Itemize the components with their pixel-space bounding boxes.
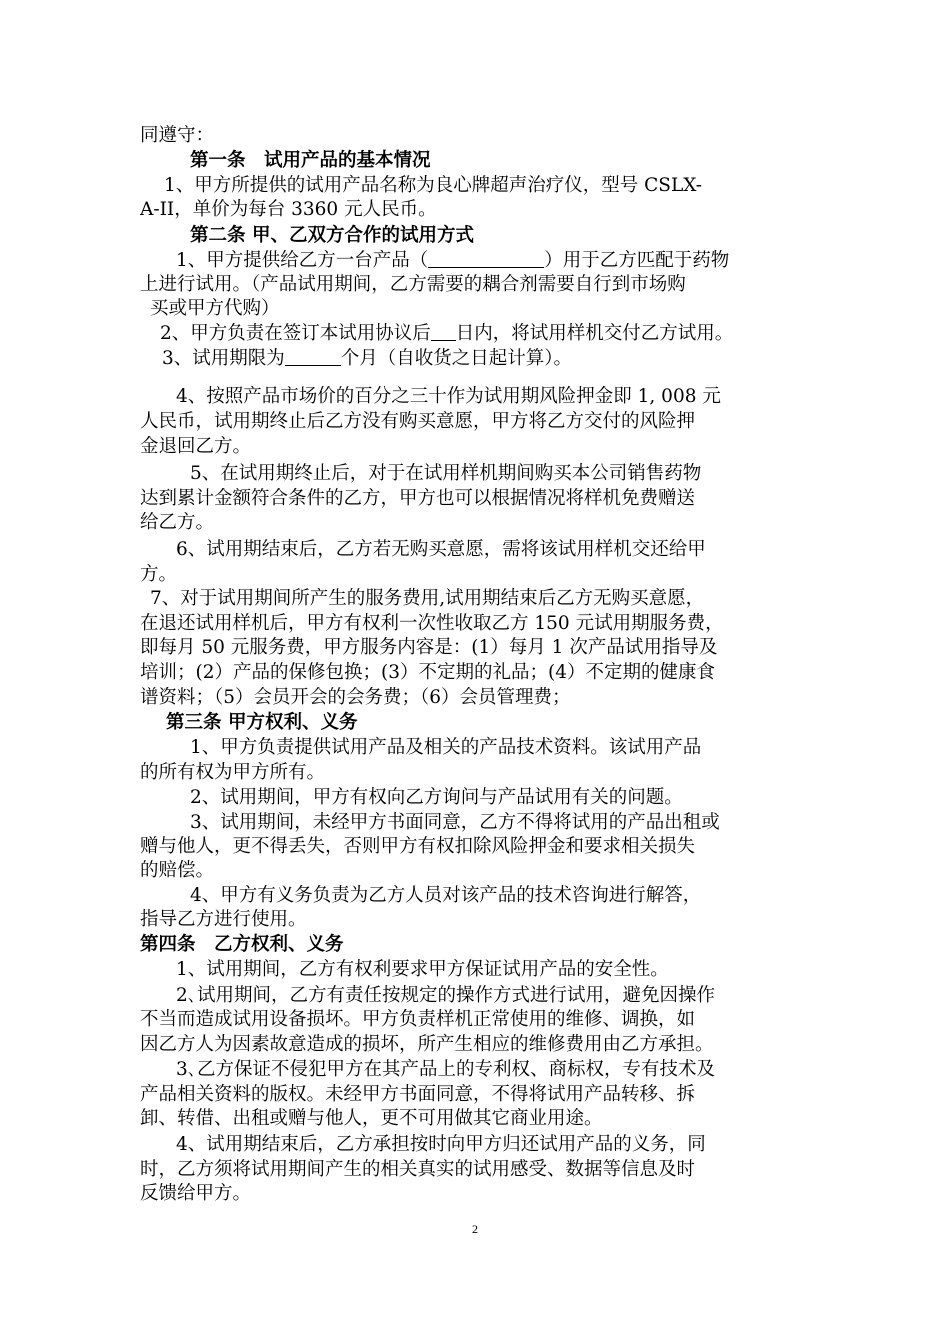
article-2-clause-6-cont: 方。 [140,564,178,585]
article-2-clause-1-cont: 上进行试用。（产品试用期间，乙方需要的耦合剂需要自行到市场购 [140,274,686,295]
product-blank [428,249,544,268]
article-2-clause-4-cont: 金退回乙方。 [140,436,252,457]
article-3-clause-1: 1、甲方负责提供试用产品及相关的产品技术资料。该试用产品 [190,737,702,758]
article-2-clause-3 [162,347,852,371]
article-2-clause-7: 7、对于试用期间所产生的服务费用,试用期结束后乙方无购买意愿， [150,588,705,609]
article-2-clause-7-cont: 在退还试用样机后，甲方有权利一次性收取乙方 150 元试用期服务费， [140,613,724,634]
article-3-clause-1-cont: 的所有权为甲方所有。 [140,762,326,783]
article-2-clause-7-cont: 谱资料；（5）会员开会的会务费；（6）会员管理费； [140,687,571,708]
article-4-clause-3-cont: 卸、转借、出租或赠与他人，更不可用做其它商业用途。 [140,1108,603,1129]
article-3-clause-3-cont: 赠与他人，更不得丢失，否则甲方有权扣除风险押金和要求相关损失 [140,836,696,857]
article-3-clause-4-cont: 指导乙方进行使用。 [140,909,307,930]
article-4-clause-3-cont: 产品相关资料的版权。未经甲方书面同意，不得将试用产品转移、拆 [140,1084,696,1105]
article-1-heading: 第一条 试用产品的基本情况 [190,150,431,171]
article-3-clause-4: 4、甲方有义务负责为乙方人员对该产品的技术咨询进行解答， [190,885,702,906]
clause-text: 3、试用期限为 [162,348,285,369]
article-4-clause-2-cont: 因乙方人为因素故意造成的损坏，所产生相应的维修费用由乙方承担。 [140,1034,714,1055]
clause-text: 1、甲方提供给乙方一台产品（ [176,250,429,271]
article-3-heading: 第三条 甲方权利、义务 [166,712,358,733]
article-2-clause-5: 5、在试用期终止后，对于在试用样机期间购买本公司销售药物 [190,463,702,484]
article-4-heading: 第四条 乙方权利、义务 [140,934,344,955]
clause-text: 日内，将试用样机交付乙方试用。 [455,323,734,344]
article-2-clause-6: 6、试用期结束后，乙方若无购买意愿，需将该试用样机交还给甲 [176,539,706,560]
page-number: 2 [472,1222,478,1236]
article-2-clause-7-cont: 即每月 50 元服务费，甲方服务内容是：(1）每月 1 次产品试用指导及 [140,637,718,658]
article-4-clause-4-cont: 时，乙方须将试用期间产生的相关真实的试用感受、数据等信息及时 [140,1159,696,1180]
article-4-clause-4-cont: 反馈给甲方。 [140,1183,252,1204]
clause-text: 个月（自收货之日起计算）。 [340,348,573,369]
article-4-clause-1: 1、试用期间，乙方有权利要求甲方保证试用产品的安全性。 [176,959,669,980]
article-4-clause-3: 3､乙方保证不侵犯甲方在其产品上的专利权、商标权，专有技术及 [176,1059,716,1080]
article-1-clause-1-cont: A-II，单价为每台 3360 元人民币。 [140,199,437,220]
article-2-clause-2 [160,322,840,346]
article-2-clause-4-cont: 人民币，试用期终止后乙方没有购买意愿，甲方将乙方交付的风险押 [140,411,696,432]
article-3-clause-3: 3、试用期间，未经甲方书面同意，乙方不得将试用的产品出租或 [190,812,720,833]
article-2-clause-7-cont: 培训；(2）产品的保修包换；(3）不定期的礼品；(4）不定期的健康食 [140,662,715,683]
article-2-clause-1 [176,249,866,273]
article-4-clause-2-cont: 不当而造成试用设备损坏。甲方负责样机正常使用的维修、调换，如 [140,1009,696,1030]
article-2-clause-1-cont: 买或甲方代购） [150,298,280,319]
article-2-clause-5-cont: 给乙方。 [140,512,215,533]
article-3-clause-2: 2、试用期间，甲方有权向乙方询问与产品试用有关的问题。 [190,787,683,808]
article-2-heading: 第二条 甲、乙双方合作的试用方式 [190,225,474,246]
article-4-clause-2: 2､试用期间，乙方有责任按规定的操作方式进行试用，避免因操作 [176,985,716,1006]
clause-text: ）用于乙方匹配于药物 [544,250,730,271]
article-4-clause-4: 4、试用期结束后，乙方承担按时向甲方归还试用产品的义务，同 [176,1134,706,1155]
intro-text: 同遵守： [140,125,215,146]
months-blank [285,347,341,366]
article-2-clause-4: 4、按照产品市场价的百分之三十作为试用期风险押金即 1, 008 元 [176,386,721,407]
days-blank [431,322,456,341]
article-1-clause-1: 1、甲方所提供的试用产品名称为良心牌超声治疗仪，型号 CSLX- [164,175,703,196]
clause-text: 2、甲方负责在签订本试用协议后 [160,323,431,344]
article-3-clause-3-cont: 的赔偿。 [140,860,215,881]
article-2-clause-5-cont: 达到累计金额符合条件的乙方，甲方也可以根据情况将样机免费赠送 [140,488,696,509]
